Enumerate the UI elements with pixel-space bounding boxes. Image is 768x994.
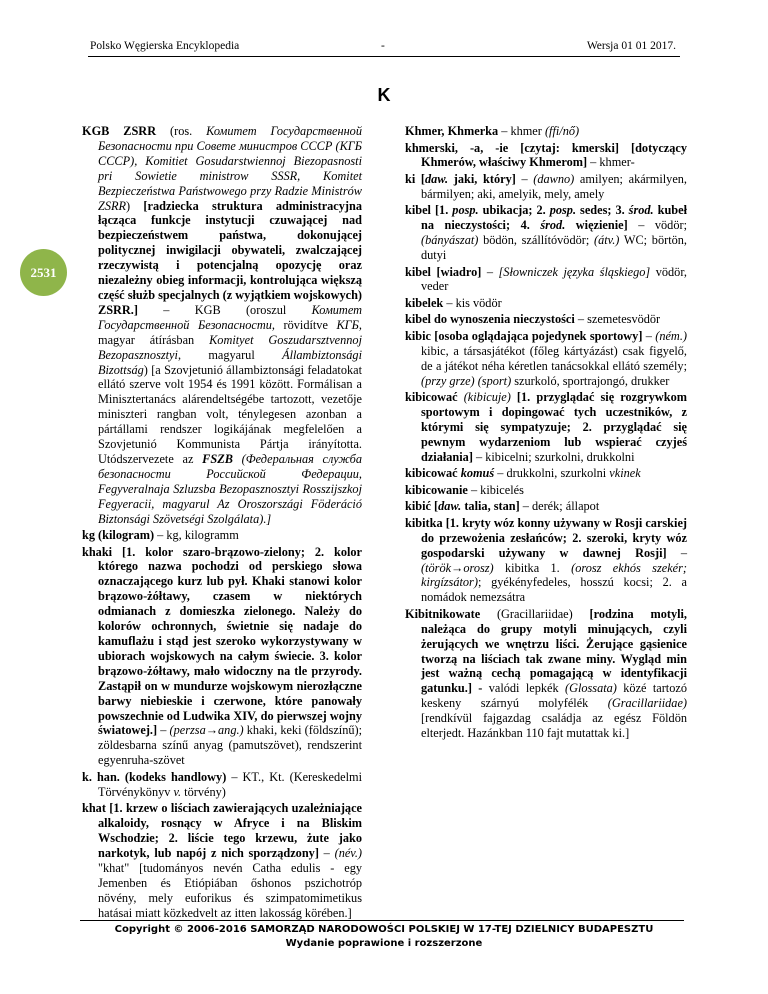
entry-kibitka: kibitka [1. kryty wóz konny używany w Rosji carskiej do przewożenia zesłańców; 2. szeroki, kryty wóz gospodarski używany w dawnej Rosji] – (török→orosz) kibitka 1. (orosz ekhós szekér; kirgízsátor); gyékényfedeles, hosszú kocsi; 2. a nomádok nemezsátra: [405, 515, 687, 605]
entry-kibel-nieczystosci: kibel do wynoszenia nieczystości – szemetesvödör: [405, 312, 661, 327]
entry-kibitnikowate: Kibitnikowate (Gracillariidae) [rodzina motyli, należąca do grupy motyli minujących, czyli żerujących we wnętrzu liści. Żerujące gąsienice tworzą na liściach tak zwane miny. Wygląd min jest ważną cechą pomagającą w identyfikacji gatunku.] - valódi lepkék (Glossata) közé tartozó keskeny szárnyú molyfélék (Gracillariidae) [rendkívül fajgazdag családja az egész Földön elterjedt. Hazánkban 110 fajt mutattak ki.]: [405, 606, 688, 741]
entry-kibic: kibic [osoba oglądająca pojedynek sportowy] – (ném.) kibic, a társasjátékot (főleg kártyázást) csak figyelő, de a játékot néha kéretlen tanácsokkal ellátó személy; (przy grze) (sport) szurkoló, sportrajongó, drukker: [405, 328, 687, 388]
right-column: [405, 124, 687, 743]
entry-kgb: KGB ZSRR (ros. Комитет Государственной Безопасности при Совете министров СССР (КГБ СССР), Komitiet Gosudarstwiennoj Biezopasnosti pri Sowietie ministrow SSSR, Komitet Bezpieczeństwa Państwowego przy Radzie Ministrów ZSRR) [radziecka struktura administracyjna łącząca funkcje instytucji czuwającej nad bezpieczeństwem państwa, dokonującej politycznej inwigilacji obywateli, zwalczającej rzeczywistą i potencjalną opozycję oraz niezależny obieg informacji, kontrolująca większą część służb specjalnych (z wyjątkiem wojskowych) ZSRR.] – KGB (oroszul Комитет Государственной Безопасности, rövidítve КГБ, magyar átírásban Komityet Goszudarsztvennoj Bezopasznosztyi, magyarul Állambiztonsági Bizottság) [a Szovjetunió állambiztonsági feladatokat ellátó szerve volt 1954 és 1991 között. Formálisan a Minisztertanács alárendeltségébe tartozott, vezetője miniszteri rangban volt, ténylegesen azonban a pártállami rendszer logikájának megfelelően a Szovjetunió Kommunista Pártja irányította. Utódszervezete az FSZB (Федеральная служба безопасности Российской Федерации, Fegyveralnaja Szluzsba Bezopasznosztyi Rosszijszkoj Fegyeracii, magyarul Az Oroszországi Föderáció Biztonsági Szövetségi Szolgálata).]: [82, 124, 363, 526]
entry-kibicowanie: kibicowanie – kibicelés: [405, 482, 524, 497]
entry-khat: khat [1. krzew o liściach zawierających uzależniające alkaloidy, rosnący w Afryce i na Bliskim Wschodzie; 2. liście tego krzewu, żute jako narkotyk, lub napój z nich sporządzony] – (név.) "khat" [tudományos nevén Catha edulis - egy Jemenben és Etiópiában őshonos pszichotróp növény, mely euforikus és szimpatomimetikus hatásai miatt közkedvelt az itten lakosság körében.]: [82, 801, 363, 920]
left-column: [82, 124, 362, 922]
entry-kibicowac: kibicować (kibicuje) [1. przyglądać się rozgrywkom sportowym i dopingować tych uczestników, z którymi się sympatyzuje; 2. przyglądać się pewnym wydarzeniom lub wspierać czyjeś działania] – kibicelni; szurkolni, drukkolni: [405, 390, 687, 464]
entry-kibel-2: kibel [wiadro] – [Słowniczek języka śląskiego] vödör, veder: [405, 264, 687, 294]
header-title: Polsko Węgierska Encyklopedia: [90, 40, 240, 52]
entry-ki: ki [daw. jaki, który] – (dawno) amilyen; akármilyen, bármilyen; aki, amelyik, mely, amely: [405, 171, 688, 201]
footer-edition: Wydanie poprawione i rozszerzone: [285, 938, 483, 949]
header-rule: [88, 56, 680, 57]
header-version: Wersja 01 01 2017.: [586, 40, 676, 52]
entry-khmer: Khmer, Khmerka – khmer (ffi/nő): [405, 124, 580, 138]
page-number-badge: 2531: [20, 249, 67, 296]
entry-kibic-talia: kibić [daw. talia, stan] – derék; állapot: [405, 499, 600, 514]
entry-kibicowac-komus: kibicować komuś – drukkolni, szurkolni vkinek: [405, 466, 641, 481]
entry-khaki: khaki [1. kolor szaro-brązowo-zielony; 2. kolor którego nazwa pochodzi od perskiego słowa oznaczającego kurz lub pył. Khaki stanowi kolor brązowo-żółtawy, czasem w niektórych odmianach z domieszka zielonego. Należy do kolorów ochronnych, świetnie się nadaje do kamuflażu i stąd jest szeroko wykorzystywany w ubiorach wojskowych na całym świecie. 3. kolor brązowo-żółtawy, mało widoczny na tle przyrody. Zastąpił on w mundurze wojskowym nierozłączne barwy niebieskie i czerwone, które panowały powszechnie od Ludwika XIV, do pierwszej wojny światowej.] – (perzsa→ang.) khaki, keki (földszínű); zöldesbarna színű anyag (pamutszövet), rendszerint egyenruha-szövet: [82, 544, 362, 768]
entry-kibel-1: kibel [1. posp. ubikacja; 2. posp. sedes; 3. środ. kubeł na nieczystości; 4. środ. więzienie] – vödör; (bányászat) bödön, szállítóvödör; (átv.) WC; börtön, dutyi: [405, 203, 688, 263]
entry-kibelek: kibelek – kis vödör: [405, 295, 502, 310]
header-separator: -: [381, 40, 385, 52]
footer-copyright: Copyright © 2006-2016 SAMORZĄD NARODOWOŚCI POLSKIEJ W 17-TEJ DZIELNICY BUDAPESZTU: [114, 924, 654, 935]
footer-rule: [80, 920, 684, 921]
entry-khan: k. han. (kodeks handlowy) – KT., Kt. (Kereskedelmi Törvénykönyv v. törvény): [82, 769, 362, 799]
entry-khmerski: khmerski, -a, -ie [czytaj: kmerski] [dotyczący Khmerów, właściwy Khmerom] – khmer-: [405, 140, 687, 170]
entry-kg: kg (kilogram) – kg, kilogramm: [82, 528, 239, 543]
section-letter: K: [377, 85, 391, 105]
